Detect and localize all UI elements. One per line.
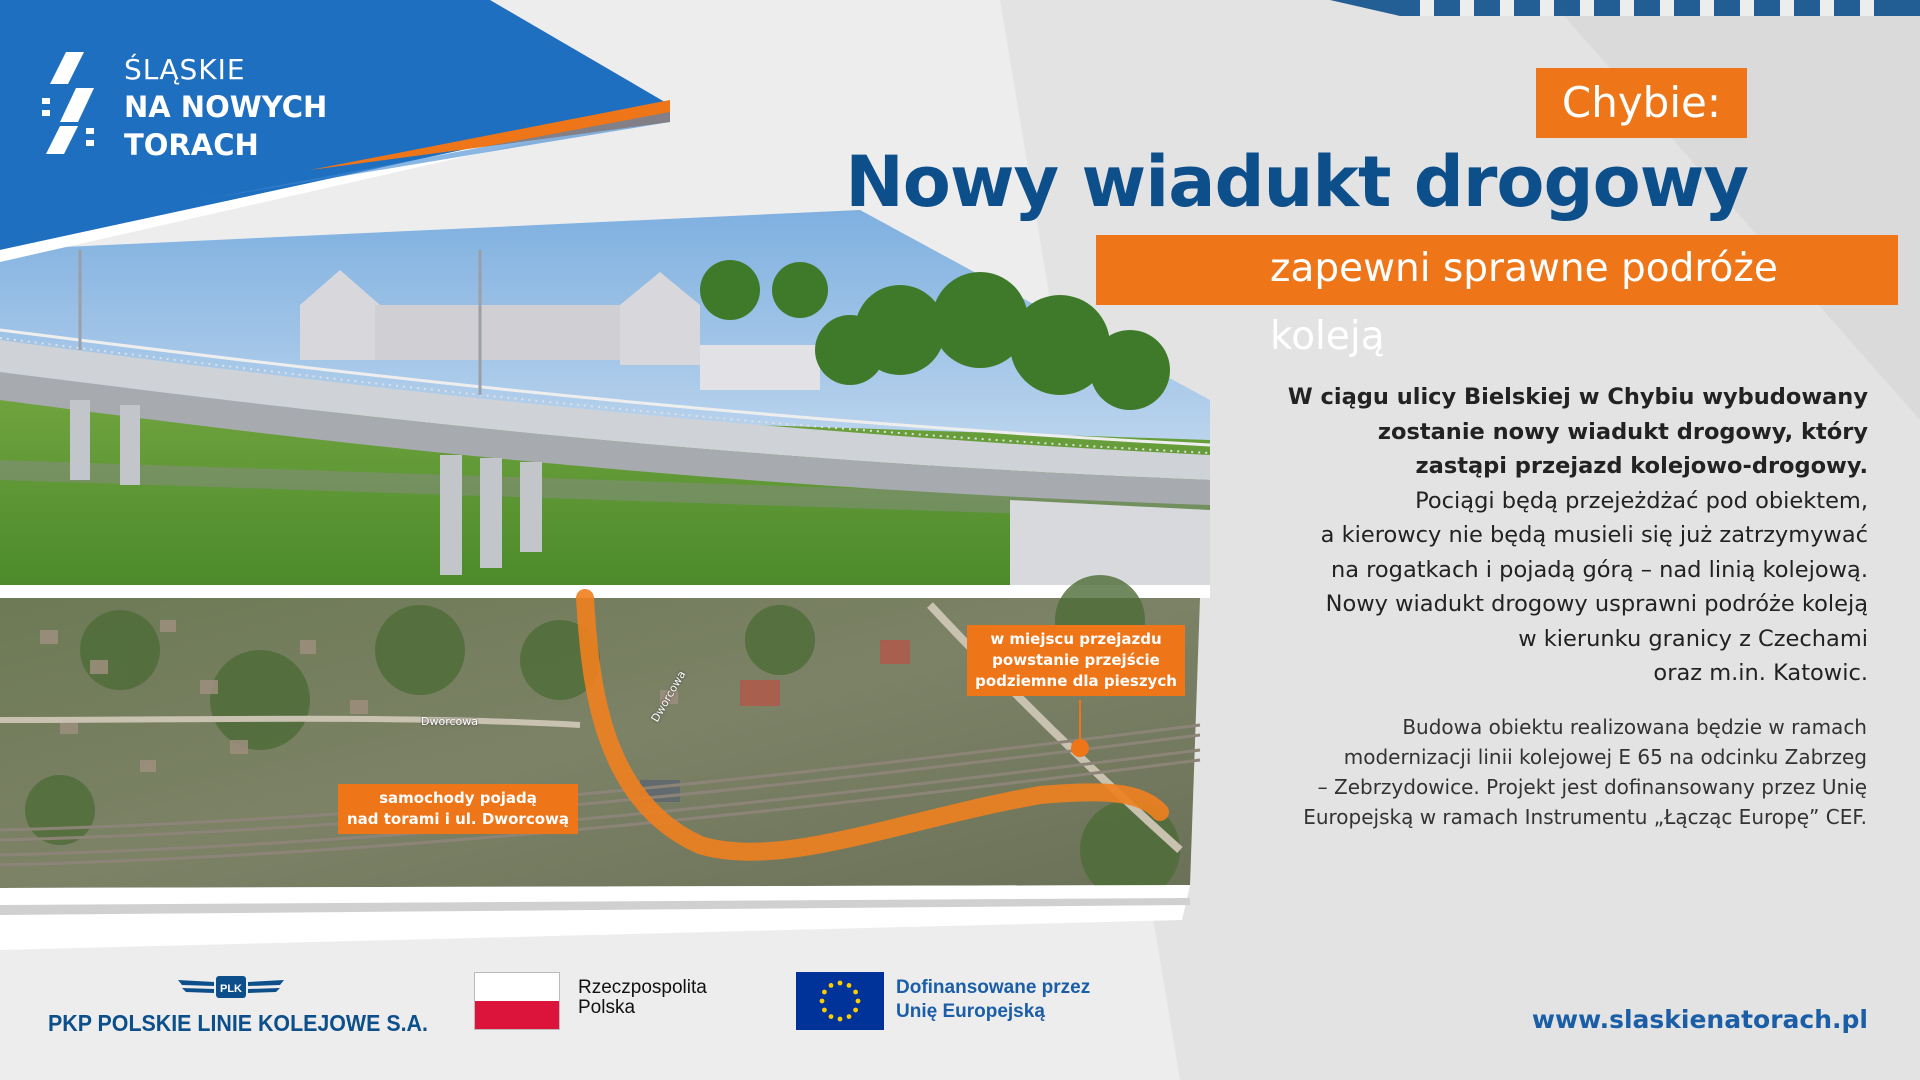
body-line: w kierunku granicy z Czechami — [1518, 625, 1868, 652]
page-subtitle: zapewni sprawne podróże koleją — [1096, 235, 1898, 305]
description — [1228, 380, 1868, 691]
map-label-line: nad torami i ul. Dworcową — [346, 810, 570, 828]
brand-line-1: ŚLĄSKIE — [124, 53, 246, 86]
pkp-company-name: PKP POLSKIE LINIE KOLEJOWE S.A. — [48, 1010, 428, 1036]
body-line: Pociągi będą przejeżdżać pod obiektem, — [1415, 487, 1868, 514]
funding-line: modernizacji linii kolejowej E 65 na odcinku Zabrzeg — [1343, 745, 1867, 769]
map-label-line: samochody pojadą — [379, 789, 537, 807]
emblem-text: PLK — [220, 983, 242, 995]
street-name: Dworcowa — [648, 668, 689, 725]
polish-flag-icon — [474, 972, 560, 1030]
map-label-cars — [338, 784, 578, 834]
rp-line: Polska — [578, 997, 636, 1018]
eu-line: Dofinansowane przez — [896, 977, 1091, 998]
eu-funding-logo — [796, 972, 1136, 1032]
brand-line-3: TORACH — [124, 128, 259, 162]
lead-line: W ciągu ulicy Bielskiej w Chybiu wybudowany — [1287, 384, 1868, 410]
lead-line: zastąpi przejazd kolejowo-drogowy. — [1415, 453, 1868, 479]
body-line: Nowy wiadukt drogowy usprawni podróże koleją — [1325, 591, 1868, 617]
funding-line: Europejską w ramach Instrumentu „Łącząc Europę” CEF. — [1303, 805, 1867, 829]
track-logo-icon — [42, 48, 102, 158]
funding-note — [1247, 712, 1867, 832]
website-link[interactable]: www.slaskienatorach.pl — [1531, 1005, 1868, 1034]
rp-name — [578, 978, 707, 1018]
map-label-line: powstanie przejście — [992, 651, 1160, 669]
funding-line: Budowa obiektu realizowana będzie w ramach — [1402, 715, 1867, 739]
pkp-plk-logo — [48, 974, 428, 1044]
map-label-line: w miejscu przejazdu — [990, 630, 1162, 648]
location-kicker: Chybie: — [1536, 68, 1747, 138]
funding-line: – Zebrzydowice. Projekt jest dofinansowany przez Unię — [1317, 775, 1867, 799]
eu-line: Unię Europejską — [896, 1001, 1045, 1022]
eu-funding-text — [896, 976, 1090, 1024]
street-name: Dworcowa — [421, 715, 478, 728]
brand-line-2: NA NOWYCH — [124, 90, 328, 124]
map-label-pedestrian-crossing — [967, 625, 1185, 696]
page-title: Nowy wiadukt drogowy — [845, 141, 1748, 223]
body-line: a kierowcy nie będą musieli się już zatrzymywać — [1320, 522, 1868, 548]
brand-logo — [42, 48, 362, 168]
winged-emblem-icon — [176, 974, 286, 1004]
map-label-line: podziemne dla pieszych — [975, 672, 1177, 690]
rzeczpospolita-logo — [474, 972, 744, 1032]
lead-line: zostanie nowy wiadukt drogowy, który — [1377, 418, 1868, 445]
body-line: na rogatkach i pojadą górą – nad linią kolejową. — [1330, 556, 1868, 583]
brand-name — [124, 52, 327, 164]
eu-flag-icon — [796, 972, 884, 1030]
body-line: oraz m.in. Katowic. — [1653, 660, 1868, 686]
rp-line: Rzeczpospolita — [578, 977, 707, 998]
